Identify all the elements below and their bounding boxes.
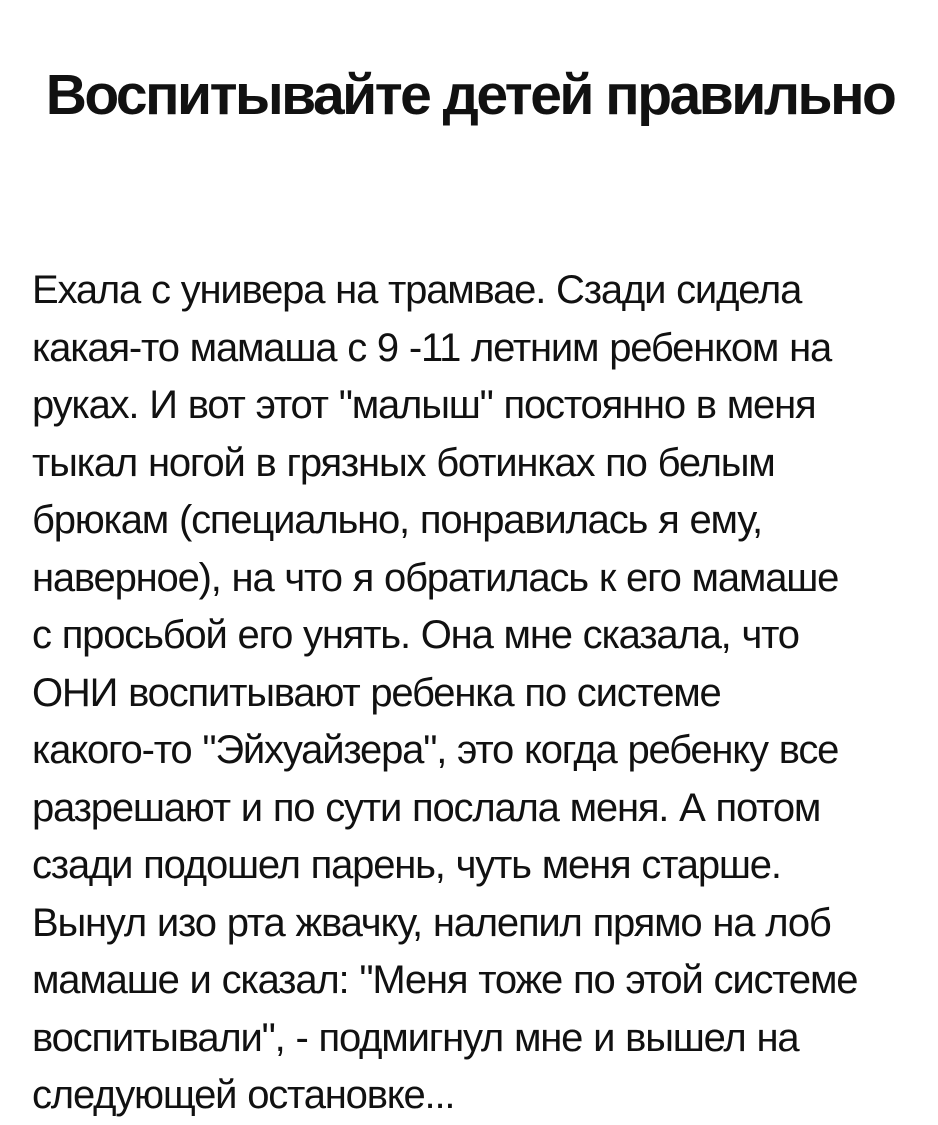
post-body-line: Ехала с универа на трамвае. Сзади сидела [32,268,802,312]
post-title: Воспитывайте детей правильно [45,63,895,127]
post-body-line: наверное), на что я обратилась к его мамаше [32,555,839,600]
post-body-line: Вынул изо рта жвачку, налепил прямо на лоб [32,900,831,945]
post-body-line: какого-то "Эйхуайзера", это когда ребенку все [32,728,839,772]
post-body-line: руках. И вот этот "малыш" постоянно в меня [32,383,816,427]
post-body-line: мамаше и сказал: "Меня тоже по этой системе [32,958,858,1002]
post-body-line: тыкал ногой в грязных ботинках по белым [32,440,775,485]
post-body-line: брюкам (специально, понравилась я ему, [32,498,762,542]
post-body-line: воспитывали", - подмигнул мне и вышел на [32,1015,799,1060]
post-body-line: следующей остановке... [32,1073,455,1117]
post-body-line: ОНИ воспитывают ребенка по системе [32,670,721,715]
post-body-line: с просьбой его унять. Она мне сказала, что [32,613,799,657]
post-body [32,262,900,1125]
post-body-line: разрешают и по сути послала меня. А потом [32,785,821,830]
post-body-line: какая-то мамаша с 9 -11 летним ребенком на [32,325,832,370]
post-body-line: сзади подошел парень, чуть меня старше. [32,843,781,887]
